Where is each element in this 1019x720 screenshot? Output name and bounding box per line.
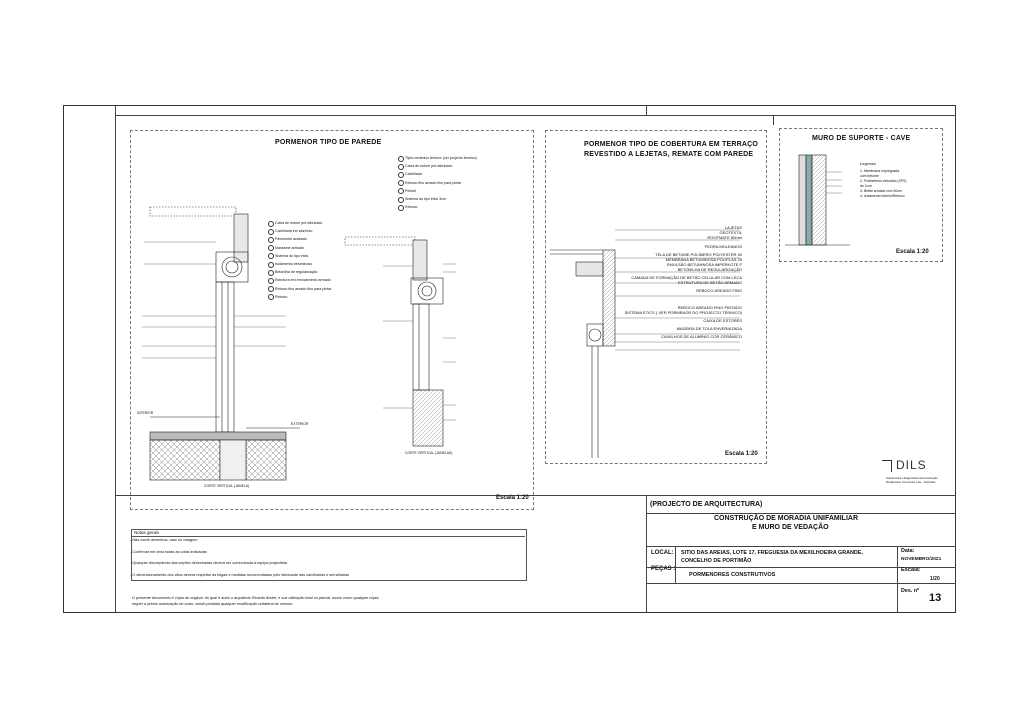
support-legend-item: 1- Membrana Impregnada (860, 169, 900, 173)
legend-item: Estrutura em enrocamento armado (268, 276, 331, 284)
logo-text: DILS (896, 458, 927, 472)
legend-item: Peitoril (398, 187, 477, 195)
note-item: - O dimensionamento dos vãos deverá respeitar as folgas e medidas recomendadas pelo fabricante das caixilharias e serralharias (130, 572, 350, 577)
label-exterior: EXTERIOR (291, 422, 309, 426)
note-item: - Confirmar em obra todas as cotas indicadas (130, 549, 207, 554)
tb-divider (897, 546, 898, 613)
legend-item: Sistema do tipo etics 3cm (398, 195, 477, 203)
roof-label: REBOCO AREADO FINO (696, 288, 742, 293)
legend-item: Reboco (398, 203, 477, 211)
notes-list (130, 535, 349, 581)
roof-label: PEDRA MOLEANOS (704, 244, 742, 249)
roof-label: CAIXA DE ESTORES (703, 318, 742, 323)
roof-label: SISTEMA ETICS ( VER PORMENOR DO PROJECTO TÉRMICO) (624, 310, 742, 315)
wall-scale: Escala 1:20 (496, 495, 529, 501)
logo-subtitle: Residencial, Comercial, Lda. - Portimão (886, 480, 936, 484)
legend-item: Caixa de estore pré-fabricado (268, 219, 331, 227)
tb-divider (646, 546, 956, 547)
legend-item: Reboco fino areado fino para pintar (398, 179, 477, 187)
legend-item: Isolamento betuminoso (268, 260, 331, 268)
legend-item: Reboco (268, 293, 331, 301)
scale-value: 1/20 (930, 576, 940, 582)
tb-divider (675, 546, 676, 583)
roof-label: ESTRUTURA DE BETÃO ARMADO (677, 280, 742, 285)
roof-label: ROOFMATE 60mm (707, 235, 742, 240)
pieces-label: PEÇAS : (651, 566, 676, 572)
roof-label: MADEIRA DE TOLA ENVERNIZADA (676, 326, 742, 331)
roof-label: REBOCO AREADO FINO PINTADO (677, 305, 742, 310)
pieces-value: PORMENORES CONSTRUTIVOS (689, 572, 776, 578)
tb-divider (646, 583, 956, 584)
date-value: NOVEMBRO/2021 (901, 557, 942, 562)
support-legend-title: Legenda (860, 161, 876, 166)
date-label: Data: (901, 548, 915, 554)
roof-label: EMULSÃO BETUMINOSA IMPERKOTE F (666, 262, 742, 267)
project-name-2: E MURO DE VEDAÇÃO (752, 524, 829, 531)
support-scale: Escala 1:20 (896, 249, 929, 255)
roof-label: BETONILHA DE REGULARIZAÇÃO (677, 267, 742, 272)
wall-detail-title: PORMENOR TIPO DE PAREDE (275, 139, 382, 146)
local-label: LOCAL: (651, 550, 674, 556)
copyright-line2: requer a prévia autorização do autor, sendo proibida qualquer modificação unilateral do mesmo. (132, 602, 294, 606)
note-item: - Qualquer discrepância das seções desenhadas deverá ser comunicada à equipa projectista (130, 561, 287, 565)
drawing-number-value: 13 (929, 592, 942, 604)
notes-title: Notas gerais (134, 530, 160, 535)
roof-label: GEOTEXTIL (719, 230, 742, 235)
roof-scale: Escala 1:20 (725, 451, 758, 457)
label-interior: INTERIOR (137, 411, 154, 415)
legend-item: Pavimento acabado (268, 235, 331, 243)
local-value-2: CONCELHO DE PORTIMÃO (681, 558, 752, 564)
project-type: (PROJECTO DE ARQUITECTURA) (650, 501, 763, 508)
legend-item: Betonilha de regularização (268, 268, 331, 276)
wall-caption-left: CORTE VERTICAL (JANELA) (204, 484, 250, 488)
roof-title-line1: PORMENOR TIPO DE COBERTURA EM TERRAÇO (584, 141, 758, 148)
legend-item: Massame armado (268, 244, 331, 252)
legend-item: Caixa de estore pré-fabricado (398, 162, 477, 170)
drawing-number-label: Des. nº (901, 588, 920, 594)
legend-item: Caixilharia (398, 170, 477, 178)
roof-label: LAJETAS (724, 225, 742, 230)
note-item: - Não medir desenhos, usar só cotagem (130, 538, 198, 542)
roof-label: TELA DE BETUME POLÍMERO POLYESTER 40 (655, 252, 742, 257)
legend-item: Sistema do tipo etics (268, 252, 331, 260)
wall-caption-right: CORTE VERTICAL (JANELAS) (405, 451, 453, 455)
support-legend-item: 2- Poliestireno extrudido (XPS) (860, 179, 907, 183)
support-wall-title: MURO DE SUPORTE - CAVE (812, 135, 911, 142)
support-legend (860, 169, 907, 199)
roof-label: CAMADA DE FORMAÇÃO DE BETÃO CELULAR COM LECA (631, 275, 742, 280)
support-legend-item: 4- Isolamento interior/Reboco (860, 194, 905, 198)
logo-icon (882, 460, 892, 472)
local-value-1: SITIO DAS AREIAS, LOTE 17, FREGUESIA DA MEXILHOEIRA GRANDE, (681, 550, 863, 556)
roof-label: MEMBRANA BETUMINOSA POLIPLAS 25 (665, 257, 742, 262)
project-name-1: CONSTRUÇÃO DE MORADIA UNIFAMILIAR (714, 515, 859, 522)
roof-title-line2: REVESTIDO A LEJETAS, REMATE COM PAREDE (584, 151, 754, 158)
roof-label: CAIXILHOS DE ALUMÍNIO COR CERÂMICO (661, 334, 742, 339)
support-legend-item: 3- Betão armado com 30cm (860, 189, 902, 193)
support-legend-item: de 3 cm (860, 184, 873, 188)
legend-item: Tijolo cerâmico térmico (ver projecto térmico) (398, 154, 477, 162)
logo-subtitle: Arquitectura e Engenharia da Construção (886, 476, 938, 480)
copyright-line1: O presente documento é cópia do original, do qual é autor o arquitecto Ricardo André, e sua utilização total ou parcial, assim como qualquer cópia, (132, 596, 380, 600)
scale-label: Escala: (901, 567, 921, 573)
legend-item: Reboco fino areado fino para pintar (268, 285, 331, 293)
support-legend-item: com betume (860, 174, 879, 178)
legend-item: Caixilharia em alumínio (268, 227, 331, 235)
